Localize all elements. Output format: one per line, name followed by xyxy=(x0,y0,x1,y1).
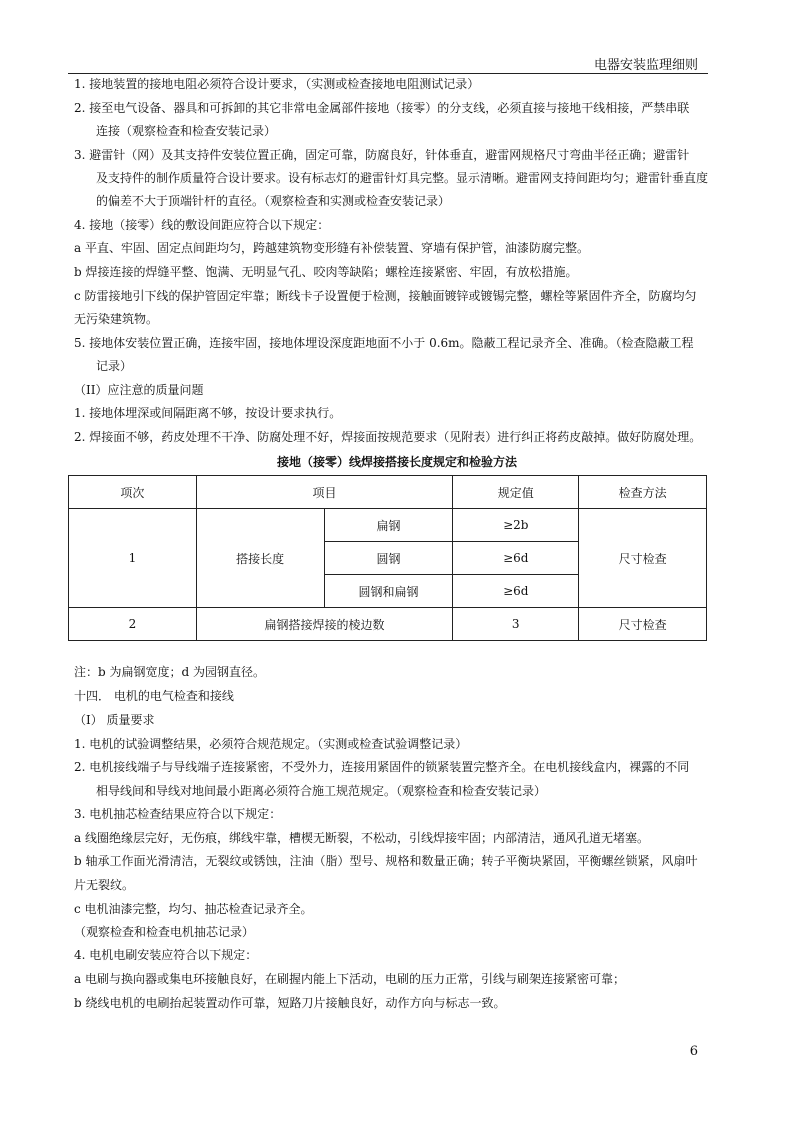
text-line: （观察检查和检查电机抽芯记录） xyxy=(74,925,255,939)
table-note: 注：b 为扁钢宽度；d 为园钢直径。 xyxy=(74,665,265,679)
text-line: c 防雷接地引下线的保护管固定牢靠；断线卡子设置便于检测，接触面镀锌或镀锡完整，螺栓等紧固件齐全，防腐均匀 xyxy=(74,289,697,303)
table-cell: 扁钢搭接焊接的棱边数 xyxy=(196,608,453,641)
text-line: 1. 接地体埋深或间隔距离不够，按设计要求执行。 xyxy=(74,406,342,420)
table-header-row xyxy=(69,476,707,509)
section-heading: 十四． 电机的电气检查和接线 xyxy=(74,689,234,703)
text-line: 无污染建筑物。 xyxy=(74,312,159,326)
section-heading: （I） 质量要求 xyxy=(74,713,155,727)
table-header-cell: 检查方法 xyxy=(579,476,707,509)
text-line: 4. 电机电刷安装应符合以下规定： xyxy=(74,948,258,962)
table-cell: 扁钢 xyxy=(324,509,453,542)
table-header-cell: 规定值 xyxy=(453,476,579,509)
text-line: a 电刷与换向器或集电环接触良好，在刷握内能上下活动，电刷的压力正常，引线与刷架连接紧密可靠； xyxy=(74,972,625,986)
section-heading: （II）应注意的质量问题 xyxy=(74,383,204,397)
text-line: 连接（观察检查和检查安装记录） xyxy=(96,124,277,138)
welding-lap-length-table xyxy=(68,475,707,641)
page-header-title: 电器安装监理细则 xyxy=(593,58,698,73)
text-line: 2. 焊接面不够，药皮处理不干净、防腐处理不好，焊接面按规范要求（见附表）进行纠正将药皮敲掉。做好防腐处理。 xyxy=(74,430,702,444)
header-rule xyxy=(68,73,708,74)
table-cell: 2 xyxy=(69,608,197,641)
text-line: 3. 避雷针（网）及其支持件安装位置正确，固定可靠，防腐良好，针体垂直，避雷网规格尺寸弯曲半径正确；避雷针 xyxy=(74,148,690,162)
text-line: 5. 接地体安装位置正确，连接牢固，接地体埋设深度距地面不小于 0.6m。隐蔽工程记录齐全、准确。（检查隐蔽工程 xyxy=(74,336,694,350)
table-cell: 尺寸检查 xyxy=(579,509,707,608)
text-line: 4. 接地（接零）线的敷设间距应符合以下规定： xyxy=(74,218,330,232)
text-line: 片无裂纹。 xyxy=(74,878,135,892)
text-line: 2. 接至电气设备、器具和可拆卸的其它非常电金属部件接地（接零）的分支线，必须直接与接地干线相接，严禁串联 xyxy=(74,101,690,115)
table-cell: ≥2b xyxy=(453,509,579,542)
table-header-cell: 项目 xyxy=(196,476,453,509)
text-line: b 轴承工作面光滑清洁，无裂纹或锈蚀，注油（脂）型号、规格和数量正确；转子平衡块紧固，平衡螺丝锁紧，风扇叶 xyxy=(74,854,698,868)
table-cell: ≥6d xyxy=(453,542,579,575)
table-header-cell: 项次 xyxy=(69,476,197,509)
text-line: 及支持件的制作质量符合设计要求。设有标志灯的避雷针灯具完整。显示清晰。避雷网支持间距均匀；避雷针垂直度 xyxy=(96,171,709,185)
text-line: 1. 电机的试验调整结果，必须符合规范规定。（实测或检查试验调整记录） xyxy=(74,737,468,751)
text-line: c 电机油漆完整，均匀、抽芯检查记录齐全。 xyxy=(74,902,313,916)
table-cell: 搭接长度 xyxy=(196,509,324,608)
table-cell: 圆钢和扁钢 xyxy=(324,575,453,608)
text-line: 的偏差不大于顶端针杆的直径。（观察检查和实测或检查安装记录） xyxy=(96,194,451,208)
table-cell: 3 xyxy=(453,608,579,641)
table-row xyxy=(69,509,707,542)
text-line: a 平直、牢固、固定点间距均匀，跨越建筑物变形缝有补偿装置、穿墙有保护管，油漆防腐完整。 xyxy=(74,241,589,255)
page-number: 6 xyxy=(689,1044,698,1059)
table-row xyxy=(69,608,707,641)
text-line: 2. 电机接线端子与导线端子连接紧密，不受外力，连接用紧固件的锁紧装置完整齐全。在电机接线盒内，裸露的不同 xyxy=(74,760,690,774)
text-line: 相导线间和导线对地间最小距离必须符合施工规范规定。（观察检查和检查安装记录） xyxy=(96,784,547,798)
table-cell: 1 xyxy=(69,509,197,608)
table-caption: 接地（接零）线焊接搭接长度规定和检验方法 xyxy=(276,455,517,469)
text-line: b 绕线电机的电刷抬起装置动作可靠，短路刀片接触良好，动作方向与标志一致。 xyxy=(74,996,506,1010)
text-line: a 线圈绝缘层完好，无伤痕，绑线牢靠，槽楔无断裂，不松动，引线焊接牢固；内部清洁，通风孔道无堵塞。 xyxy=(74,831,649,845)
text-line: 3. 电机抽芯检查结果应符合以下规定： xyxy=(74,807,282,821)
table-cell: 圆钢 xyxy=(324,542,453,575)
text-line: 1. 接地装置的接地电阻必须符合设计要求，（实测或检查接地电阻测试记录） xyxy=(74,77,480,91)
text-line: b 焊接连接的焊缝平整、饱满、无明显气孔、咬肉等缺陷；螺栓连接紧密、牢固，有放松措施。 xyxy=(74,265,578,279)
table-cell: 尺寸检查 xyxy=(579,608,707,641)
text-line: 记录） xyxy=(96,359,133,373)
table-cell: ≥6d xyxy=(453,575,579,608)
